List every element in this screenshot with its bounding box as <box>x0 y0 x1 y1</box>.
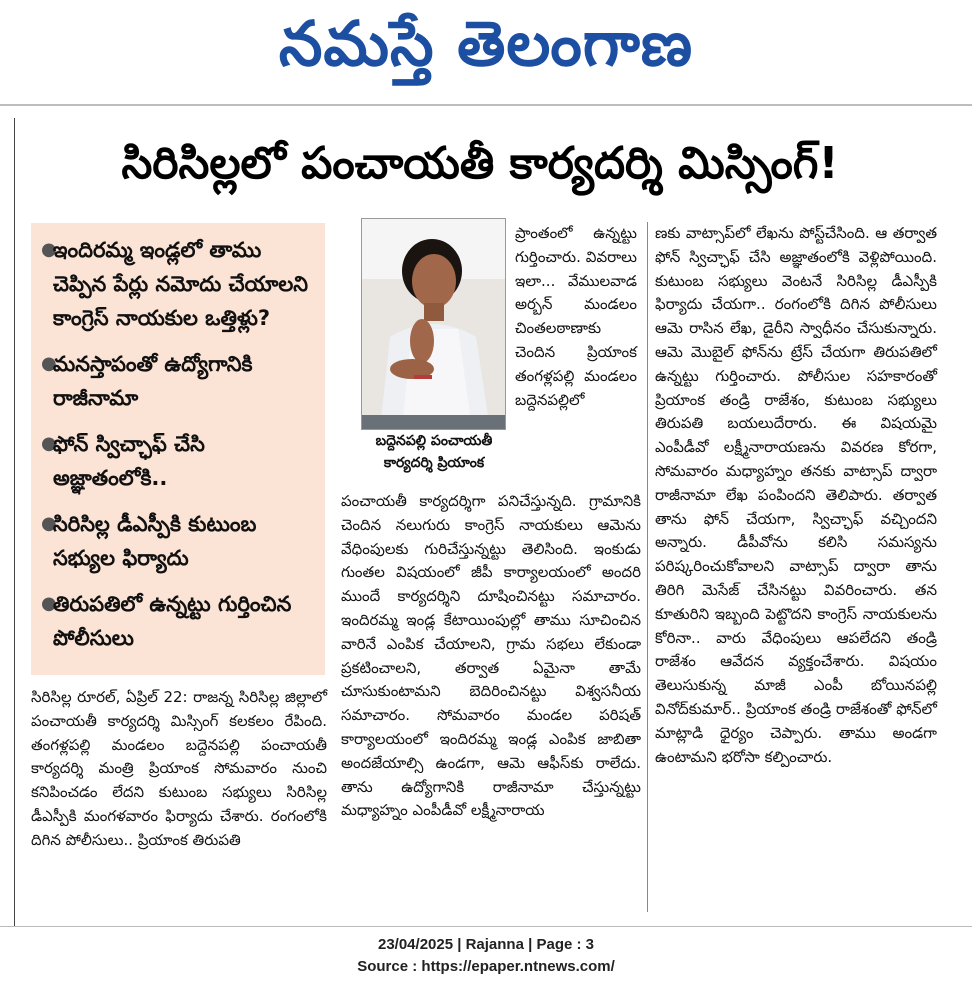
highlight-text: సిరిసిల్ల డీఎస్పీకి కుటుంబ సభ్యుల ఫిర్యాదు <box>53 512 257 570</box>
highlight-text: ఇందిరమ్మ ఇండ్లలో తాము చెప్పిన పేర్లు నమోదు చేయాలని కాంగ్రెస్ నాయకుల ఒత్తిళ్లు? <box>53 238 308 330</box>
highlight-item <box>41 427 317 495</box>
highlight-item <box>41 347 317 415</box>
highlight-text: మనస్తాపంతో ఉద్యోగానికి రాజీనామా <box>53 352 253 410</box>
masthead <box>0 0 972 106</box>
edition-info: 23/04/2025 | Rajanna | Page : 3 <box>377 936 594 953</box>
bullet-icon: ● <box>41 593 57 614</box>
highlight-item <box>41 507 317 575</box>
article-column-right: ణకు వాట్సాప్‌లో లేఖను పోస్ట్‌చేసింది. ఆ తర్వాత ఫోన్ స్విచ్ఛాఫ్ చేసి అజ్ఞాతంలోకి వెళ్లిపోయింది. కుటుంబ సభ్యులు వెంటనే సిరిసిల్ల డీఎస్పీకి ఫిర్యాదు చేయగా.. రంగంలోకి దిగిన పోలీసులు ఆమె రాసిన లేఖ, డైరీని స్వాధీనం చేసుకున్నారు. ఆమె మొబైల్ ఫోన్‌ను ట్రేస్ చేయగా తిరుపతిలో ఉన్నట్టు గుర్తించారు. పోలీసుల సహకారంతో ప్రియాంక తండ్రి రాజేశం, కుటుంబ సభ్యులు తిరుపతి బయలుదేరారు. ఈ విషయమై ఎంపీడీవో లక్ష్మీనారాయణను వివరణ కోరగా, సోమవారం మధ్యాహ్నం తనకు వాట్సాప్ ద్వారా రాజీనామా లేఖ పంపిందని తెలిపారు. తర్వాత తాను ఫోన్ చేయగా, స్విచ్ఛాఫ్ వచ్చిందని అన్నారు. డీపీవోను కలిసి సమస్యను పరిష్కరించుకోవాలని వాట్సాప్ ద్వారా తాను తిరిగి మెసేజ్ చేసినట్టు వివరించారు. తన కూతురిని ఇబ్బంది పెట్టొదని కాంగ్రెస్ నాయకులను కోరినా.. వారు వేధింపులు ఆపలేదని తండ్రి రాజేశం ఆవేదన వ్యక్తంచేశారు. విషయం తెలుసుకున్న మాజీ ఎంపీ బోయినపల్లి వినోద్‌కుమార్.. ప్రియాంక తండ్రి రాజేశంతో ఫోన్‌లో మాట్లాడి ధైర్యం చెప్పారు. తాము అండగా ఉంటామని భరోసా కల్పించారు. <box>655 224 937 766</box>
source-link[interactable]: Source : https://epaper.ntnews.com/ <box>357 958 615 975</box>
person-photo <box>361 218 506 430</box>
highlight-text: తిరుపతిలో ఉన్నట్టు గుర్తించిన పోలీసులు <box>53 592 292 650</box>
page-divider <box>0 926 972 927</box>
article-column-left: సిరిసిల్ల రూరల్, ఏప్రిల్ 22: రాజన్న సిరిసిల్ల జిల్లాలో పంచాయతీ కార్యదర్శి మిస్సింగ్ కలకలం రేపింది. తంగళ్లపల్లి మండలం బద్దెనపల్లి పంచాయతీ కార్యదర్శి మంత్రి ప్రియాంక సోమవారం నుంచి కనిపించడం లేదని కుటుంబ సభ్యులు సిరిసిల్ల డీఎస్పీకి మంగళవారం ఫిర్యాదు చేశారు. రంగంలోకి దిగిన పోలీసులు.. ప్రియాంక తిరుపతి <box>31 688 327 849</box>
column-divider <box>647 222 648 912</box>
article-column-mid: పంచాయతీ కార్యదర్శిగా పనిచేస్తున్నది. గ్రామానికి చెందిన నలుగురు కాంగ్రెస్ నాయకులు ఆమెను వేధింపులకు గురిచేస్తున్నట్టు తెలిసింది. ఇంకుడు గుంతల విషయంలో జీపీ కార్యాలయంలో అందరి ముందే కార్యదర్శిని దూషించినట్టు సమాచారం. ఇందిరమ్మ ఇండ్ల కేటాయింపుల్లో తాము సూచించిన వారినే ఎంపిక చేయాలని, గ్రామ సభలు లేకుండా ప్రకటించాలని, తర్వాత ఏమైనా తామే చూసుకుంటామని బెదిరించినట్టు విశ్వసనీయ సమాచారం. సోమవారం మండల పరిషత్ కార్యాలయంలో ఇందిరమ్మ ఇండ్ల ఎంపిక జాబితా అందజేయాల్సి ఉండగా, ఆమె ఆఫీస్‌కు రాలేదు. తాను ఉద్యోగానికి రాజీనామా చేస్తున్నట్టు మధ్యాహ్నం ఎంపీడీవో లక్ష్మీనారాయ <box>341 492 641 820</box>
bullet-icon: ● <box>41 513 57 534</box>
bullet-icon: ● <box>41 433 57 454</box>
highlight-text: ఫోన్ స్విచ్ఛాఫ్ చేసి అజ్ఞాతంలోకి.. <box>53 432 205 490</box>
highlight-item <box>41 587 317 655</box>
bullet-icon: ● <box>41 239 57 260</box>
newspaper-logo: నమస్తే తెలంగాణ <box>278 7 694 80</box>
highlights-box <box>31 223 325 675</box>
page-footer <box>0 934 972 978</box>
article-column-mid-top: ప్రాంతంలో ఉన్నట్టు గుర్తించారు. వివరాలు ఇలా... వేములవాడ అర్బన్ మండలం చింతలఠాణాకు చెందిన ప్రియాంక తంగళ్లపల్లి మండలం బద్దెనపల్లిలో <box>515 224 637 409</box>
article-headline: సిరిసిల్లలో పంచాయతీ కార్యదర్శి మిస్సింగ్! <box>121 138 839 189</box>
highlight-item <box>41 233 317 335</box>
bullet-icon: ● <box>41 353 57 374</box>
news-article <box>14 118 941 926</box>
photo-caption: బద్దెనపల్లి పంచాయతీ కార్యదర్శి ప్రియాంక <box>375 433 493 471</box>
person-photo-illustration <box>362 219 505 429</box>
